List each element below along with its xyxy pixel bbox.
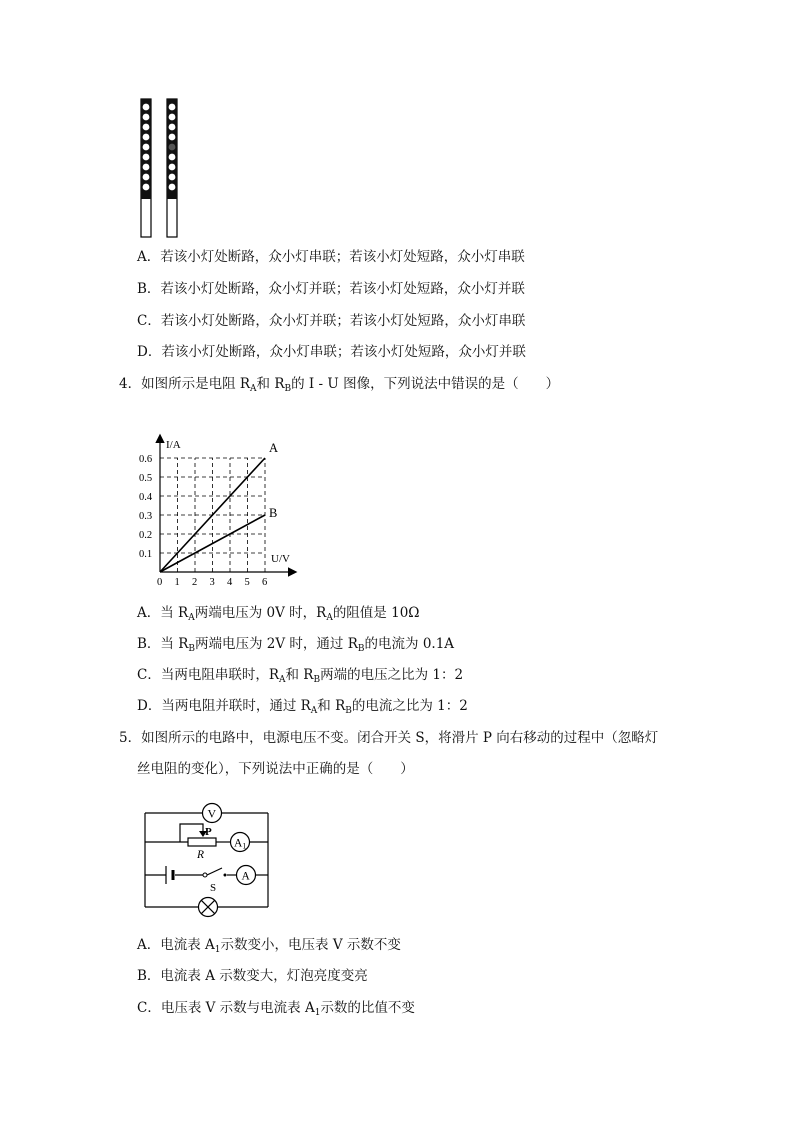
y-tick-label: 0.6 <box>139 454 153 465</box>
y-axis-label: I/A <box>166 439 181 451</box>
iu-graph <box>130 432 310 592</box>
y-tick-label: 0.5 <box>139 473 153 484</box>
q5-stem-line1: 5．如图所示的电路中，电源电压不变。闭合开关 S，将滑片 P 向右移动的过程中（忽略灯 <box>119 730 659 746</box>
q3-option-c: C．若该小灯处断路，众小灯并联；若该小灯处短路，众小灯串联 <box>137 313 526 329</box>
y-tick-label: 0.3 <box>139 511 153 522</box>
q3-option-b: B．若该小灯处断路，众小灯并联；若该小灯处短路，众小灯并联 <box>137 281 525 297</box>
q5-option-b: B．电流表 A 示数变大，灯泡亮度变亮 <box>137 968 368 984</box>
y-tick-label: 0.1 <box>139 549 153 560</box>
slider-label: P <box>205 826 212 838</box>
q4-option-b: B．当 $R_B$两端电压为 2V 时，通过 $R_B$的电流为 0.1A <box>137 636 455 654</box>
q4-option-d: D．当两电阻并联时，通过 $R_A$和 $R_B$的电流之比为 1：2 <box>137 698 468 716</box>
y-tick-label: 0.2 <box>139 530 153 541</box>
y-tick-label: 0.4 <box>139 492 153 503</box>
resistor-label: R <box>197 849 205 861</box>
ammeter-a1-symbol <box>231 833 250 852</box>
axis-ticks <box>139 454 267 588</box>
battery-symbol <box>166 866 173 884</box>
switch-symbol <box>203 873 227 894</box>
ammeter-a-symbol <box>237 866 256 885</box>
circuit-diagram <box>140 795 275 920</box>
q4-option-c: C．当两电阻串联时，$R_A$和 $R_B$两端的电压之比为 1：2 <box>137 667 464 685</box>
voltmeter-label: V <box>207 806 217 821</box>
x-tick-label: 5 <box>244 577 250 588</box>
x-tick-label: 2 <box>192 577 198 588</box>
x-tick-label: 4 <box>227 577 233 588</box>
series-a-label: A <box>269 441 279 455</box>
q3-option-a: A．若该小灯处断路，众小灯串联；若该小灯处短路，众小灯串联 <box>137 249 525 265</box>
x-tick-label: 6 <box>262 577 268 588</box>
q4-stem: 4．如图所示是电阻 $R_A$和 $R_B$的 I - U 图像，下列说法中错误的是（ ） <box>119 376 560 394</box>
x-tick-label: 0 <box>157 577 163 588</box>
x-tick-label: 1 <box>174 577 180 588</box>
q5-stem-line2: 丝电阻的变化），下列说法中正确的是（ ） <box>137 761 414 777</box>
x-tick-label: 3 <box>209 577 215 588</box>
q3-option-d: D．若该小灯处断路，众小灯串联；若该小灯处短路，众小灯并联 <box>137 344 526 360</box>
lamp-strip-left <box>141 99 151 237</box>
q4-option-a: A．当 $R_A$两端电压为 0V 时，$R_A$的阻值是 10Ω <box>137 605 420 623</box>
series-b-label: B <box>269 506 278 520</box>
ammeter-a1-label: A1 <box>234 837 247 851</box>
q5-option-c: C．电压表 V 示数与电流表 $A_1$示数的比值不变 <box>137 1000 415 1018</box>
switch-label: S <box>210 882 217 894</box>
ammeter-a-label: A <box>241 870 250 883</box>
q5-option-a: A．电流表 $A_1$示数变小，电压表 V 示数不变 <box>137 937 401 955</box>
lamp-symbol <box>199 898 218 917</box>
rheostat-symbol <box>188 826 216 861</box>
x-axis-label: U/V <box>271 553 290 565</box>
voltmeter-symbol <box>203 804 222 823</box>
lamp-strip-right <box>167 99 177 237</box>
lamp-strings-figure <box>135 95 185 240</box>
